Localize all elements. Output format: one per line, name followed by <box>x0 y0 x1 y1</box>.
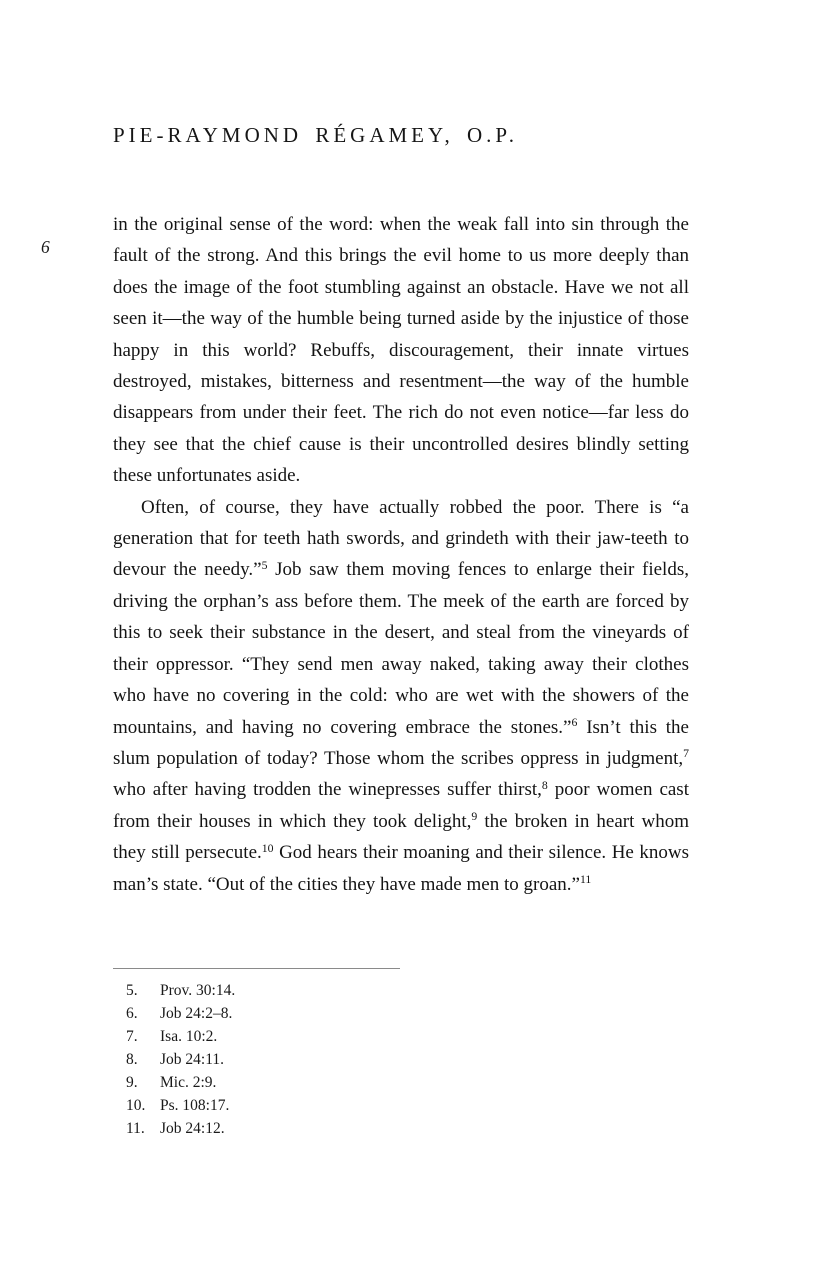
footnote-reference: 7 <box>683 747 689 761</box>
footnote-number: 10. <box>126 1097 146 1114</box>
footnote-item <box>113 1117 533 1140</box>
footnote-number: 11. <box>126 1120 145 1137</box>
footnote-number: 9. <box>126 1074 138 1091</box>
page-number: 6 <box>41 237 50 257</box>
footnote-item <box>113 979 533 1002</box>
footnote-citation: Mic. 2:9. <box>160 1074 217 1091</box>
footnote-item <box>113 1094 533 1117</box>
body-text <box>113 209 689 900</box>
footnote-reference: 11 <box>579 873 592 887</box>
running-header: PIE-RAYMOND RÉGAMEY, O.P. <box>113 123 518 147</box>
footnote-reference: 5 <box>261 559 268 572</box>
footnote-citation: Ps. 108:17. <box>160 1097 230 1114</box>
footnote-item <box>113 1025 533 1048</box>
footnote-reference: 9 <box>471 810 478 824</box>
footnote-citation: Prov. 30:14. <box>160 982 236 999</box>
footnote-number: 7. <box>126 1028 138 1045</box>
footnote-item <box>113 1048 533 1071</box>
footnote-item <box>113 1002 533 1025</box>
footnote-item <box>113 1071 533 1094</box>
footnotes-section <box>113 968 533 1140</box>
footnote-citation: Isa. 10:2. <box>160 1028 218 1045</box>
footnote-number: 6. <box>126 1005 138 1022</box>
footnote-rule <box>113 968 400 969</box>
footnote-citation: Job 24:2–8. <box>160 1005 233 1022</box>
footnote-citation: Job 24:11. <box>160 1051 225 1068</box>
paragraph: Often, of course, they have actually robbed the poor. There is “a generation that for teeth hath swords, and grindeth with their jaw-teeth to devour the needy.”$^5$ Job saw them moving fences to enlarge their fields, driving the orphan’s ass before them. The meek of the earth are forced by this to seek their substance in the desert, and steal from the vineyards of their oppressor. “They send men away naked, taking away their clothes who have no covering in the cold: who are wet with the showers of the mountains, and having no covering embrace the stones.”$^6$ Isn’t this the slum population of today? Those whom the scribes oppress in judgment,$^7$ who after having trodden the winepresses suffer thirst,$^8$ poor women cast from their houses in which they took delight,$^9$ the broken in heart whom they still persecute.$^{10}$ God hears their moaning and their silence. He knows man’s state. “Out of the cities they have made men to groan.”$^{11}$ <box>113 496 689 895</box>
footnote-number: 5. <box>126 982 138 999</box>
footnote-list <box>113 979 533 1140</box>
footnote-citation: Job 24:12. <box>160 1120 225 1137</box>
footnote-reference: 6 <box>571 716 578 730</box>
footnote-number: 8. <box>126 1051 138 1068</box>
paragraph: in the original sense of the word: when the weak fall into sin through the fault of the strong. And this brings the evil home to us more deeply than does the image of the foot stumbling against an obstacle. Have we not all seen it—the way of the humble being turned aside by the injustice of those happy in this world? Rebuffs, discouragement, their innate virtues destroyed, mistakes, bitterness and resentment—the way of the humble disappears from under their feet. The rich do not even notice—far less do they see that the chief cause is their uncontrolled desires blindly setting these unfortunates aside. <box>113 214 689 487</box>
footnote-reference: 8 <box>541 778 548 792</box>
footnote-reference: 10 <box>261 841 274 855</box>
